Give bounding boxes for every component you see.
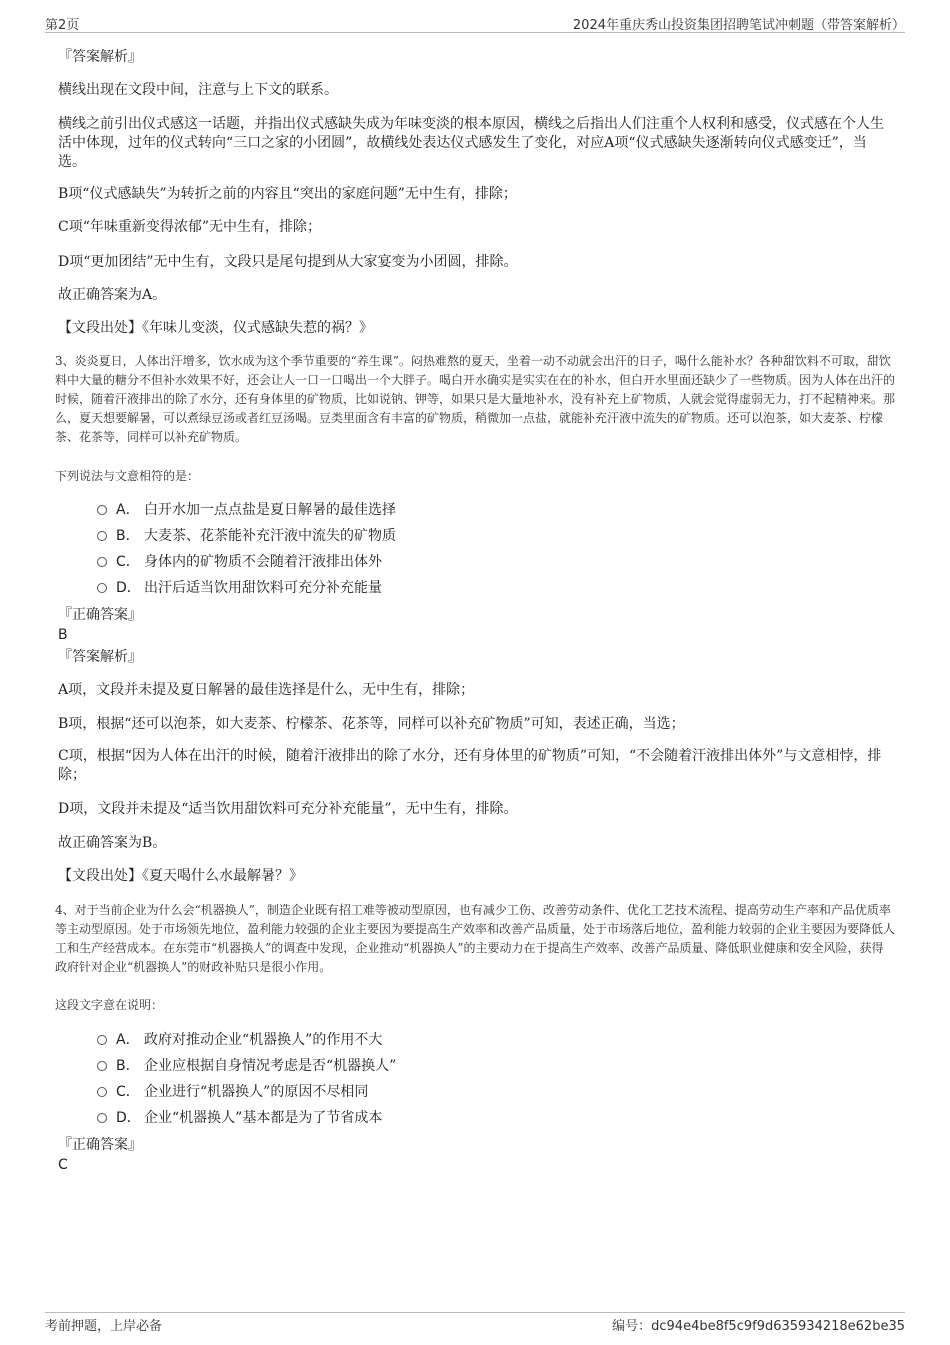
document-id: 编号：dc94e4be8f5c9f9d635934218e62be35 (612, 1319, 905, 1334)
analysis-conclusion: 故正确答案为B。 (58, 835, 167, 851)
option-b[interactable]: B． 大麦茶、花茶能补充汗液中流失的矿物质 (97, 527, 396, 546)
analysis-conclusion: 故正确答案为A。 (58, 287, 167, 303)
source-citation: 【文段出处】《年味儿变淡，仪式感缺失惹的祸？》 (58, 320, 373, 336)
analysis-paragraph: B项“仪式感缺失”为转折之前的内容且“突出的家庭问题”无中生有，排除； (58, 186, 517, 202)
radio-icon[interactable] (97, 1061, 107, 1071)
option-c[interactable]: C． 企业进行“机器换人”的原因不尽相同 (97, 1083, 368, 1102)
radio-icon[interactable] (97, 1035, 107, 1045)
answer-label: 『正确答案』 (58, 1137, 142, 1153)
source-citation: 【文段出处】《夏天喝什么水最解暑？》 (58, 868, 303, 884)
radio-icon[interactable] (97, 583, 107, 593)
answer-label: 『正确答案』 (58, 607, 142, 623)
radio-icon[interactable] (97, 1113, 107, 1123)
radio-icon[interactable] (97, 505, 107, 515)
analysis-label: 『答案解析』 (58, 49, 142, 65)
analysis-paragraph: D项，文段并未提及“适当饮用甜饮料可充分补充能量”，无中生有，排除。 (58, 801, 518, 817)
option-d[interactable]: D． 企业“机器换人”基本都是为了节省成本 (97, 1109, 382, 1128)
question-prompt: 下列说法与文意相符的是： (55, 469, 200, 483)
option-c[interactable]: C． 身体内的矿物质不会随着汗液排出体外 (97, 553, 382, 572)
question-prompt: 这段文字意在说明： (55, 998, 164, 1012)
option-a[interactable]: A． 政府对推动企业“机器换人”的作用不大 (97, 1031, 382, 1050)
answer-value: C (58, 1157, 68, 1173)
analysis-paragraph: D项“更加团结”无中生有，文段只是尾句提到从大家宴变为小团圆，排除。 (58, 254, 518, 270)
analysis-paragraph: C项，根据“因为人体在出汗的时候，随着汗液排出的除了水分，还有身体里的矿物质”可知，“不会随着汗液排出体外”与文意相悖，排除； (58, 748, 882, 783)
analysis-label: 『答案解析』 (58, 649, 142, 665)
page-number: 第2页 (45, 18, 80, 33)
answer-value: B (58, 627, 68, 643)
radio-icon[interactable] (97, 531, 107, 541)
analysis-paragraph: B项，根据“还可以泡茶，如大麦茶、柠檬茶、花茶等，同样可以补充矿物质”可知，表述正确，当选； (58, 716, 685, 732)
page-header (45, 14, 905, 33)
analysis-paragraph: A项，文段并未提及夏日解暑的最佳选择是什么，无中生有，排除； (58, 682, 475, 698)
analysis-paragraph: C项“年味重新变得浓郁”无中生有，排除； (58, 219, 322, 235)
option-b[interactable]: B． 企业应根据自身情况考虑是否“机器换人” (97, 1057, 396, 1076)
footer-slogan: 考前押题，上岸必备 (45, 1319, 163, 1334)
radio-icon[interactable] (97, 1087, 107, 1097)
radio-icon[interactable] (97, 557, 107, 567)
analysis-paragraph: 横线之前引出仪式感这一话题，并指出仪式感缺失成为年味变淡的根本原因，横线之后指出人们注重个人权利和感受，仪式感在个人生活中体现，过年的仪式转向“三口之家的小团圆”，故横线处表达仪式感发生了变化，对应A项“仪式感缺失逐渐转向仪式感变迁”，当选。 (58, 116, 884, 170)
question-stem: 4、对于当前企业为什么会“机器换人”，制造企业既有招工难等被动型原因，也有减少工伤、改善劳动条件、优化工艺技术流程、提高劳动生产率和产品优质率等主动型原因。处于市场领先地位，盈利能力较强的企业主要因为要提高生产效率和改善产品质量，处于市场落后地位，盈利能力较弱的企业主要因为要降低人工和生产经营成本。在东莞市“机器换人”的调查中发现，企业推动“机器换人”的主要动力在于提高生产效率、改善产品质量、降低职业健康和安全风险，获得政府针对企业“机器换人”的财政补贴只是很小作用。 (55, 903, 896, 974)
analysis-paragraph: 横线出现在文段中间，注意与上下文的联系。 (58, 82, 338, 98)
option-d[interactable]: D． 出汗后适当饮用甜饮料可充分补充能量 (97, 579, 382, 598)
question-stem: 3、炎炎夏日，人体出汗增多，饮水成为这个季节重要的“养生课”。闷热难熬的夏天，坐着一动不动就会出汗的日子，喝什么能补水？各种甜饮料不可取，甜饮料中大量的糖分不但补水效果不好，还会让人一口一口喝出一个大胖子。喝白开水确实是实实在在的补水，但白开水里面还缺少了一些物质。因为人体在出汗的时候，随着汗液排出的除了水分，还有身体里的矿物质，比如说钠、钾等，如果只是大量地补水，没有补充上矿物质，人就会觉得虚弱无力，打不起精神来。那么，夏天想要解暑，可以煮绿豆汤或者红豆汤喝。豆类里面含有丰富的矿物质，稍微加一点盐，就能补充汗液中流失的矿物质。还可以泡茶，如大麦茶、柠檬茶、花茶等，同样可以补充矿物质。 (55, 354, 896, 444)
document-title: 2024年重庆秀山投资集团招聘笔试冲刺题（带答案解析） (572, 18, 905, 33)
page-footer (45, 1312, 905, 1335)
option-a[interactable]: A． 白开水加一点点盐是夏日解暑的最佳选择 (97, 501, 396, 520)
